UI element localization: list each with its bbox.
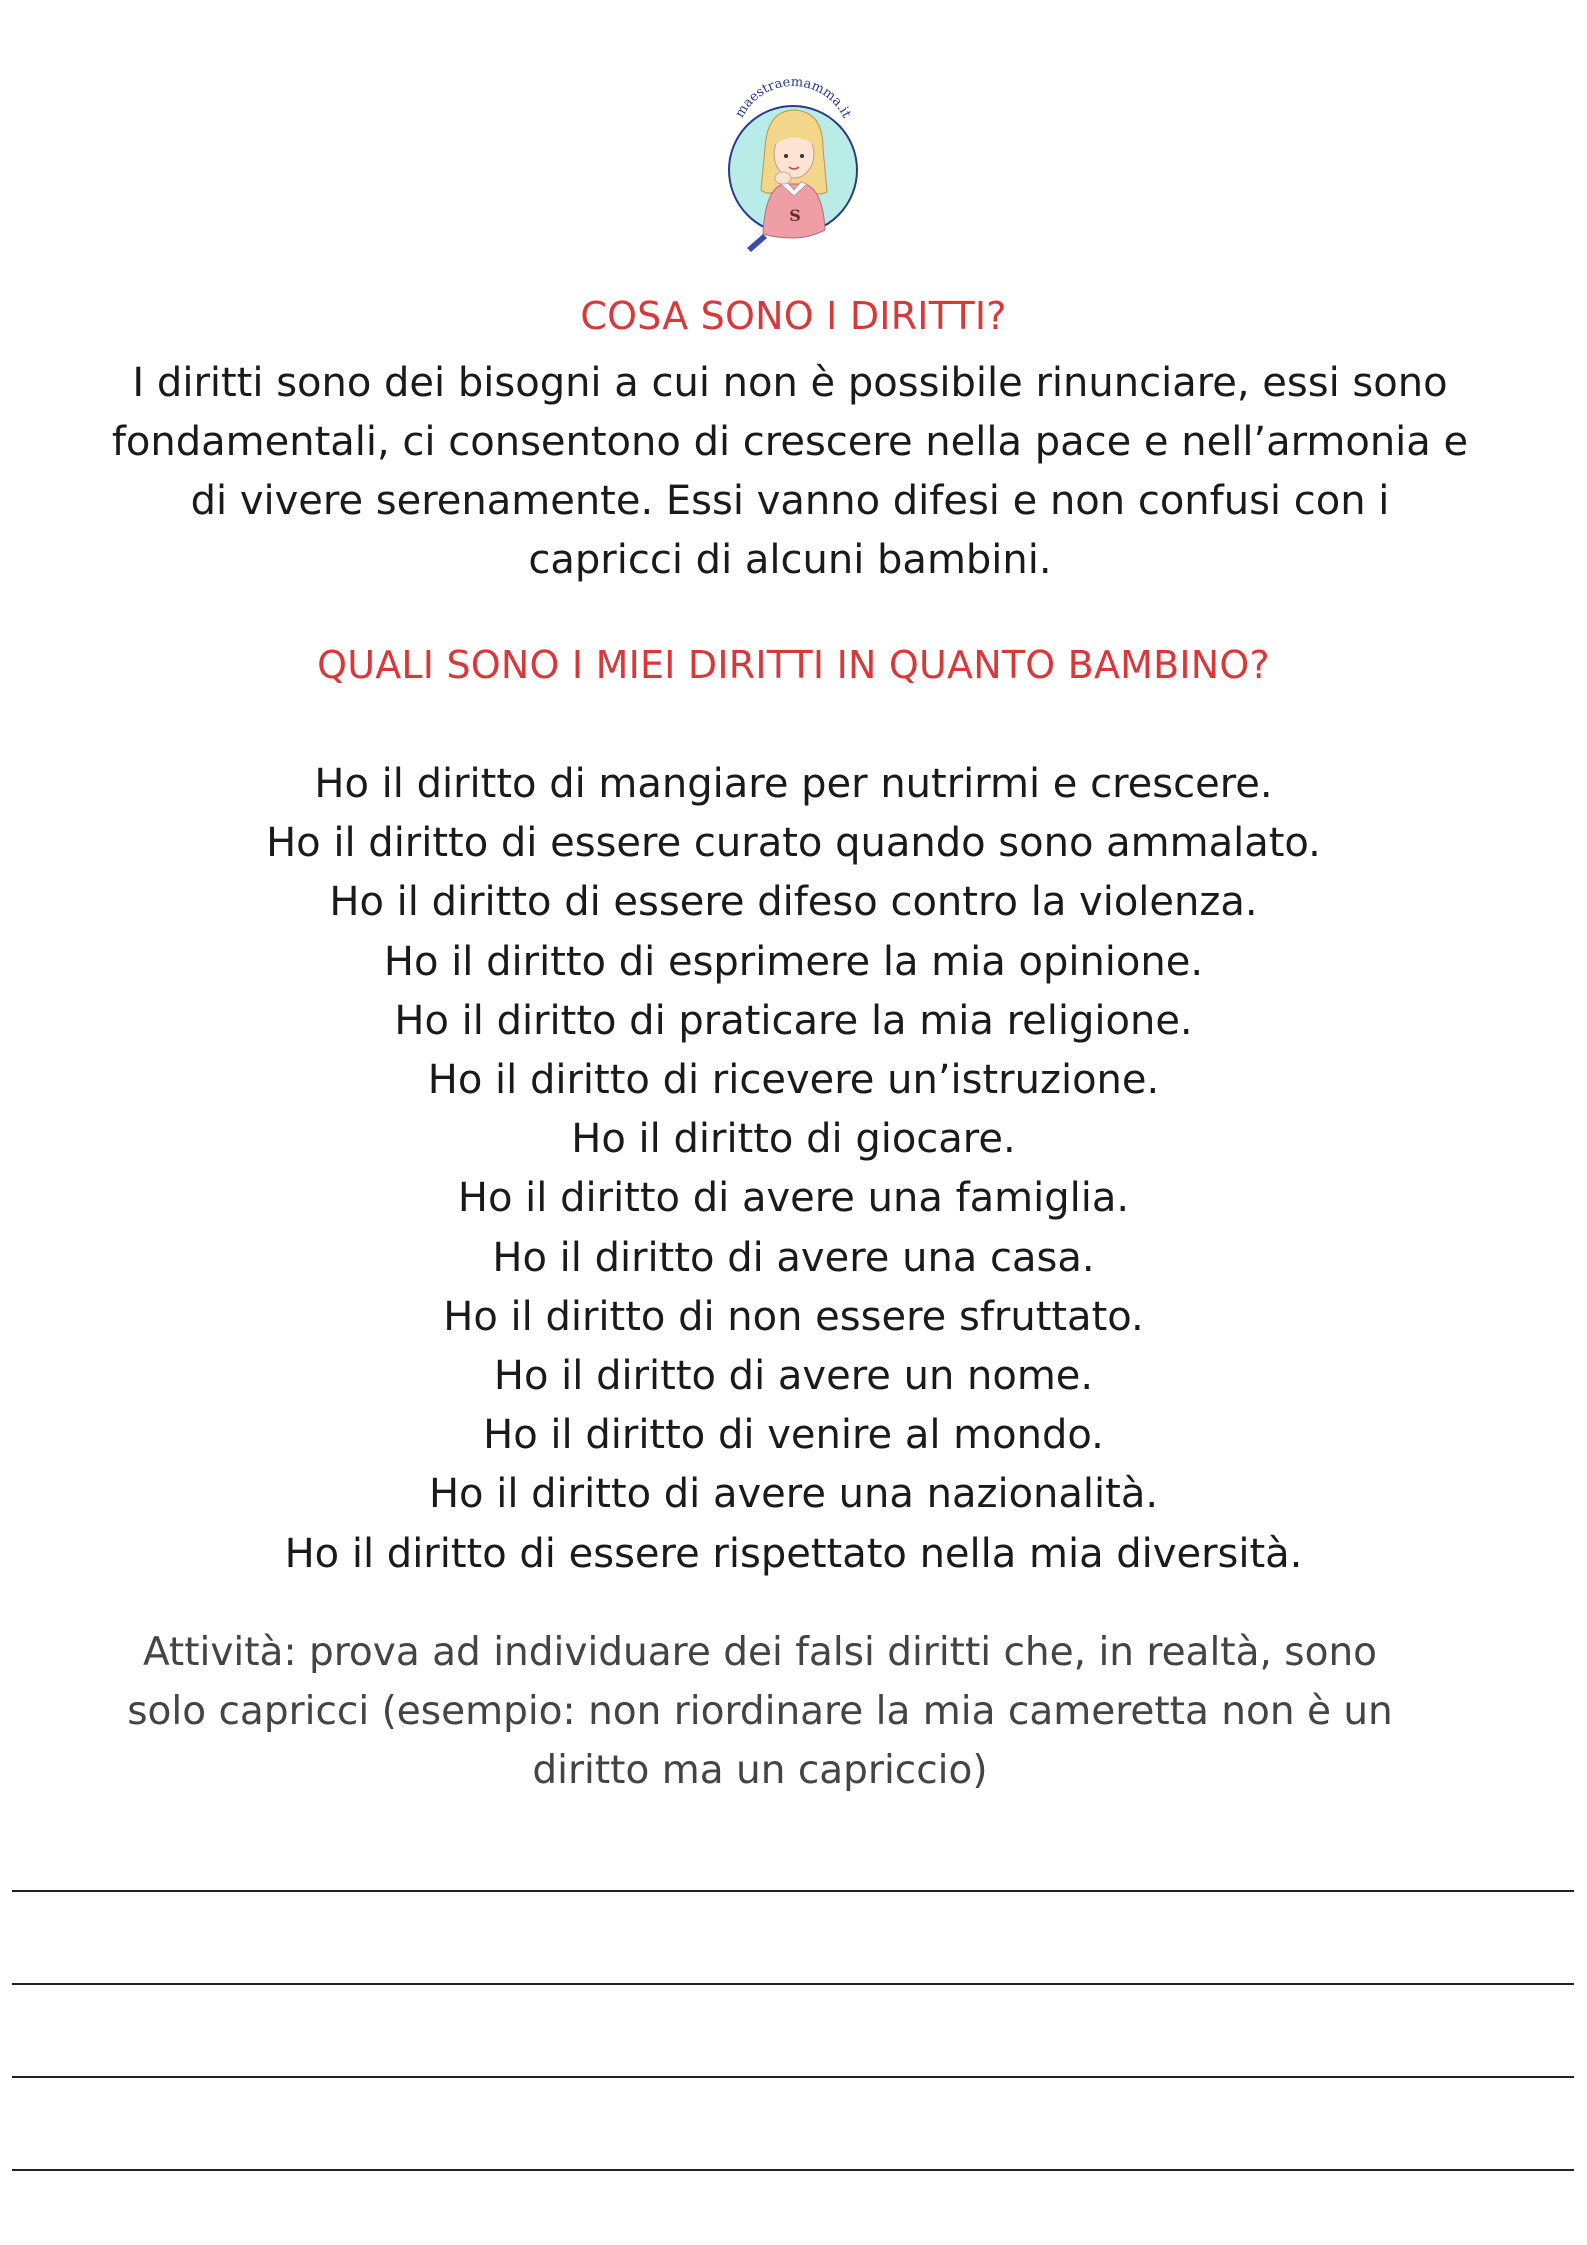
- rights-list-item: Ho il diritto di avere una casa.: [492, 1234, 1095, 1281]
- rights-list-item: Ho il diritto di avere una famiglia.: [457, 1175, 1130, 1222]
- rights-list-item: Ho il diritto di avere una nazionalità.: [428, 1471, 1159, 1518]
- maestraemamma-logo: [723, 70, 863, 255]
- rights-list-item: Ho il diritto di essere difeso contro la violenza.: [329, 879, 1258, 926]
- rights-list-item: Ho il diritto di praticare la mia religione.: [394, 997, 1193, 1044]
- rights-list: [0, 755, 1587, 1584]
- intro-paragraph: I diritti sono dei bisogni a cui non è possibile rinunciare, essi sono fondamentali, ci consentono di crescere nella pace e nell’armonia e di vivere serenamente. Essi vanno difesi e non confusi con i capricci di alcuni bambini.: [111, 360, 1469, 583]
- rights-list-item: Ho il diritto di ricevere un’istruzione.: [427, 1057, 1160, 1104]
- answer-line-2[interactable]: [12, 1983, 1574, 1985]
- answer-line-4[interactable]: [12, 2169, 1574, 2171]
- rights-list-item: Ho il diritto di non essere sfruttato.: [443, 1293, 1144, 1340]
- logo-badge-letter: S: [789, 206, 801, 225]
- section-title-what-are-rights: COSA SONO I DIRITTI?: [580, 294, 1007, 338]
- rights-list-item: Ho il diritto di essere curato quando sono ammalato.: [266, 820, 1321, 867]
- rights-list-item: Ho il diritto di mangiare per nutrirmi e crescere.: [314, 761, 1273, 807]
- rights-list-item: Ho il diritto di essere rispettato nella mia diversità.: [284, 1530, 1303, 1577]
- activity-instructions: Attività: prova ad individuare dei falsi diritti che, in realtà, sono solo capricci (esempio: non riordinare la mia cameretta non è un diritto ma un capriccio): [127, 1630, 1393, 1793]
- answer-line-3[interactable]: [12, 2076, 1574, 2078]
- rights-list-item: Ho il diritto di giocare.: [571, 1116, 1016, 1163]
- rights-list-item: Ho il diritto di venire al mondo.: [483, 1412, 1104, 1459]
- rights-list-item: Ho il diritto di avere un nome.: [493, 1353, 1094, 1400]
- logo-site-text: maestraemamma.it: [732, 74, 854, 121]
- answer-line-1[interactable]: [12, 1890, 1574, 1892]
- section-title-my-rights: QUALI SONO I MIEI DIRITTI IN QUANTO BAMBINO?: [317, 643, 1270, 687]
- rights-list-item: Ho il diritto di esprimere la mia opinione.: [383, 938, 1204, 985]
